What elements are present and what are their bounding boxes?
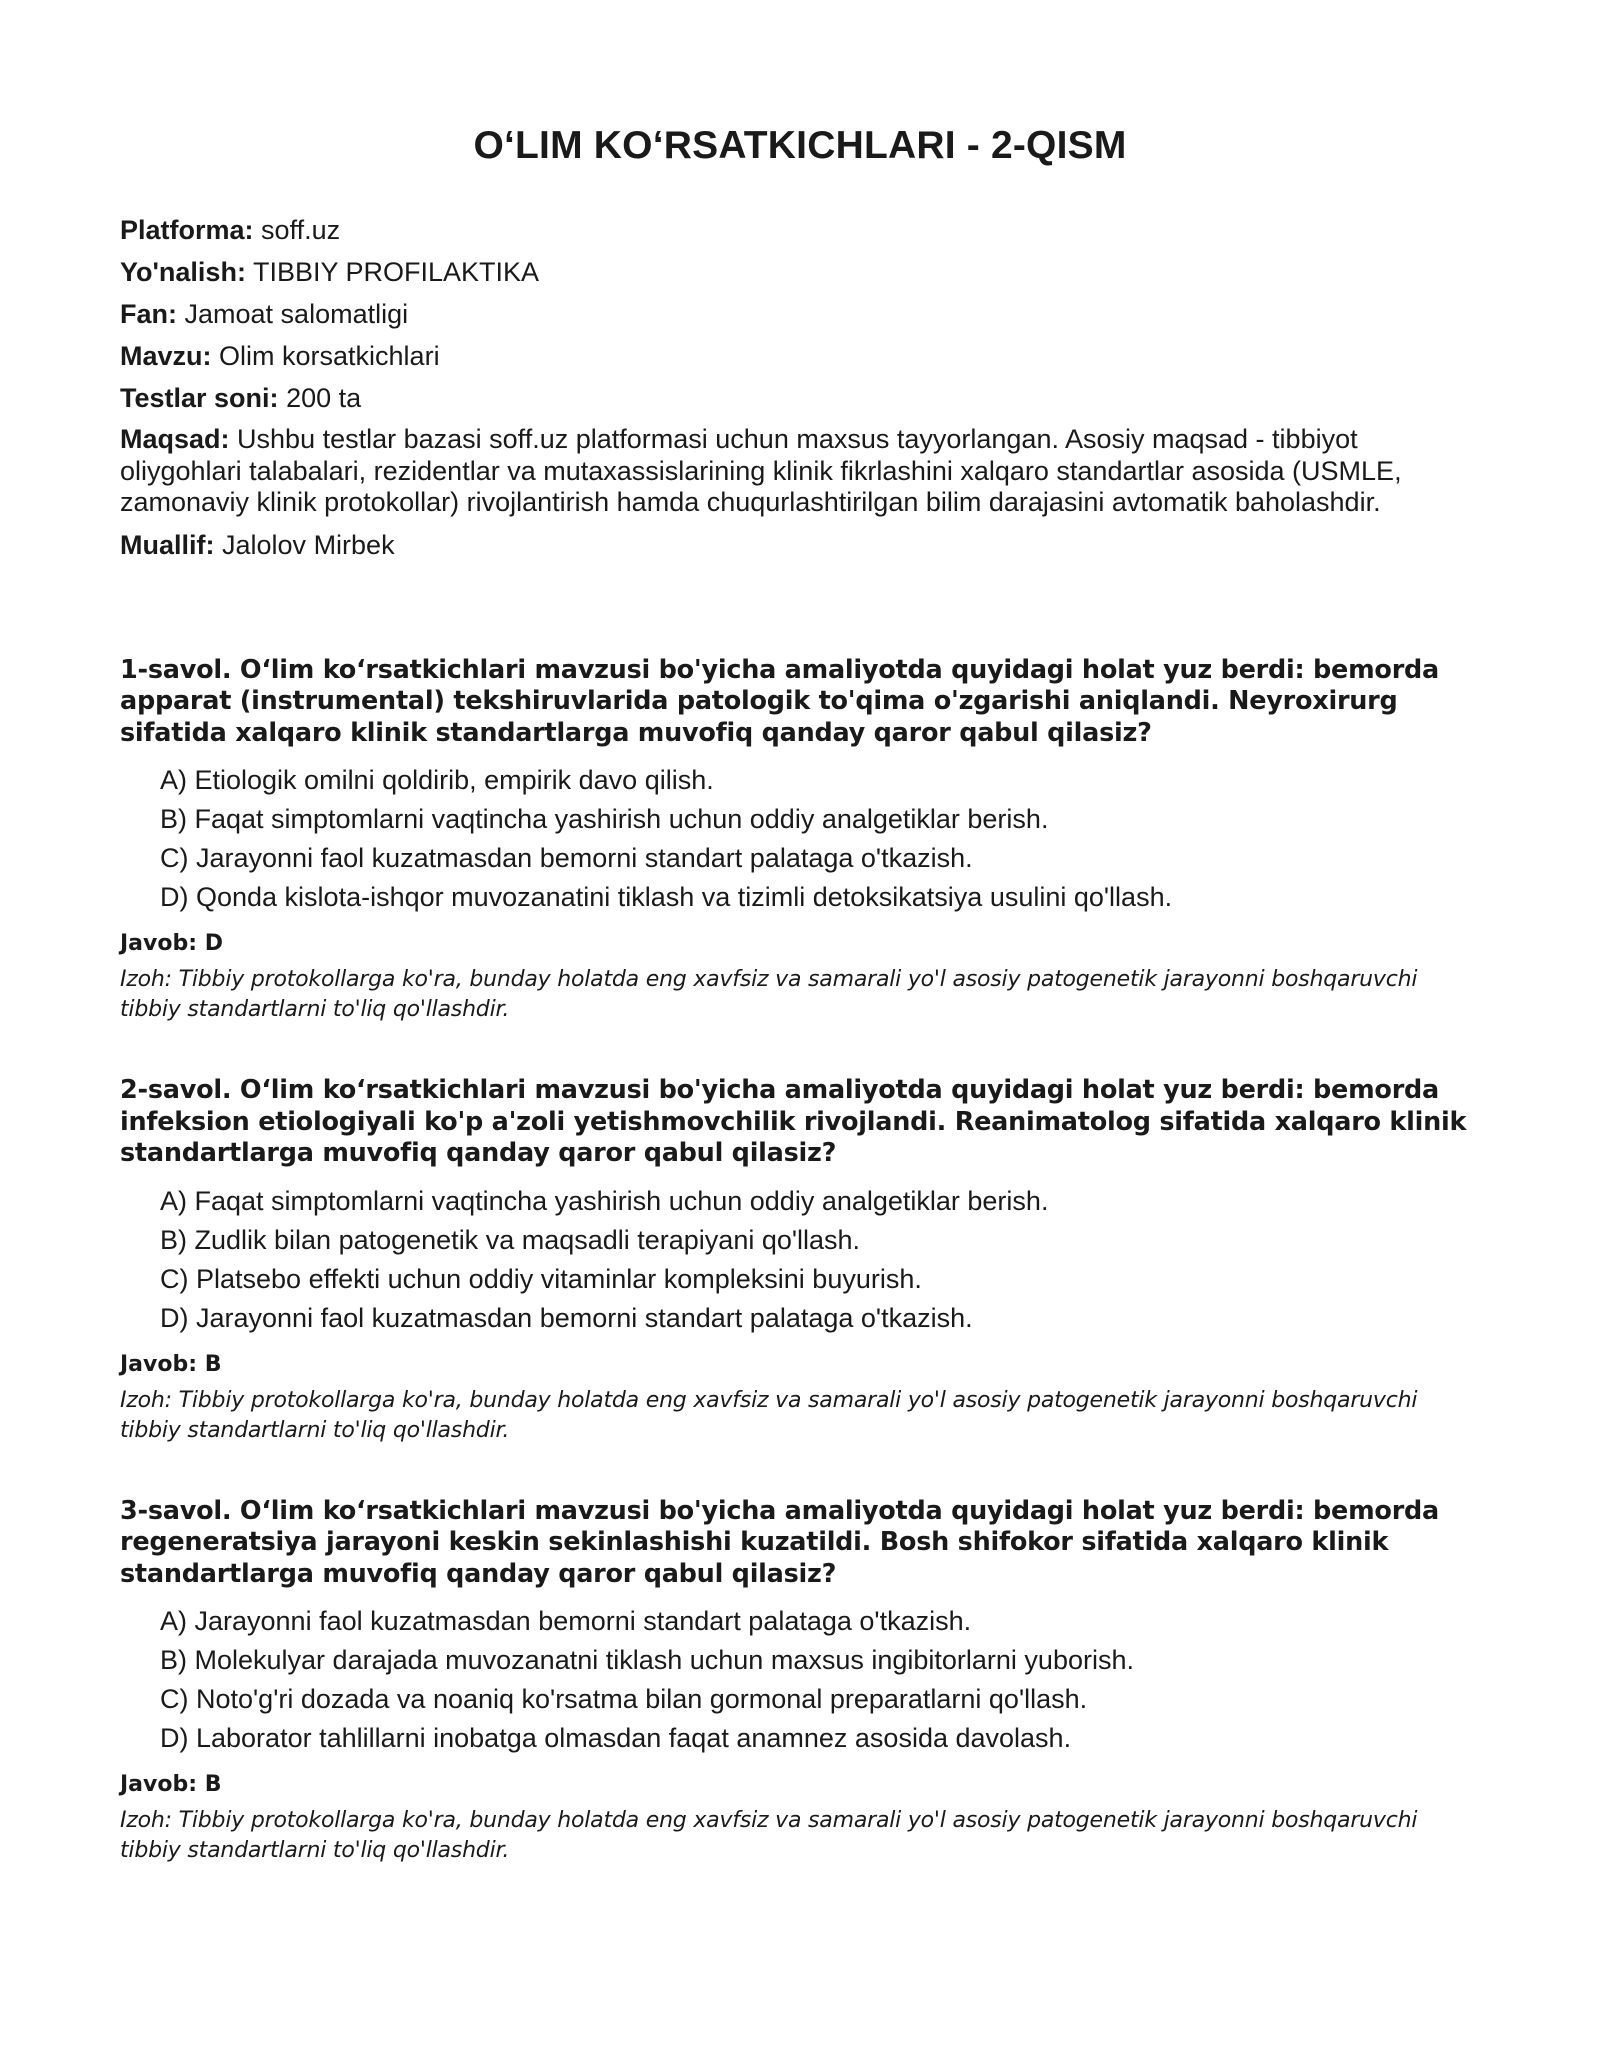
- question-text: 1-savol. O‘lim ko‘rsatkichlari mavzusi bo'yicha amaliyotda quyidagi holat yuz berdi: bemorda apparat (instrumental) tekshiruvlarida patologik to'qima o'zgarishi aniqlandi. Neyroxirurg sifatida xalqaro klinik standartlarga muvofiq qanday qaror qabul qilasiz?: [120, 654, 1439, 748]
- option-a: A) Faqat simptomlarni vaqtincha yashirish uchun oddiy analgetiklar berish.: [160, 1185, 1049, 1216]
- question-text: 3-savol. O‘lim ko‘rsatkichlari mavzusi bo'yicha amaliyotda quyidagi holat yuz berdi: bemorda regeneratsiya jarayoni keskin sekinlashishi kuzatildi. Bosh shifokor sifatida xalqaro klinik standartlarga muvofiq qanday qaror qabul qilasiz?: [120, 1495, 1439, 1589]
- page-title: O‘LIM KO‘RSATKICHLARI - 2-QISM: [473, 124, 1127, 167]
- answer-label: Javob: D: [120, 931, 223, 956]
- option-list: [120, 1182, 1480, 1338]
- meta-value: 200 ta: [286, 383, 362, 413]
- question-2: [120, 1075, 1480, 1446]
- option-c: C) Jarayonni faol kuzatmasdan bemorni standart palataga o'tkazish.: [160, 843, 973, 873]
- option-b: B) Molekulyar darajada muvozanatni tiklash uchun maxsus ingibitorlarni yuborish.: [160, 1645, 1134, 1675]
- meta-label: Mavzu:: [120, 341, 212, 371]
- meta-value: soff.uz: [261, 215, 341, 245]
- meta-label: Fan:: [120, 299, 177, 329]
- meta-test-count: [120, 382, 1480, 414]
- meta-topic: [120, 340, 1480, 372]
- meta-direction: [120, 256, 1480, 288]
- meta-label: Maqsad:: [120, 424, 230, 454]
- option-list: [120, 1602, 1480, 1758]
- option-list: [120, 761, 1480, 917]
- option-d: D) Laborator tahlillarni inobatga olmasdan faqat anamnez asosida davolash.: [160, 1723, 1072, 1753]
- explanation-note: Izoh: Tibbiy protokollarga ko'ra, bunday holatda eng xavfsiz va samarali yo'l asosiy patogenetik jarayonni boshqaruvchi tibbiy standartlarni to'liq qo'llashdir.: [120, 1387, 1418, 1443]
- meta-label: Platforma:: [120, 215, 254, 245]
- option-d: D) Qonda kislota-ishqor muvozanatini tiklash va tizimli detoksikatsiya usulini qo'llash.: [160, 882, 1173, 912]
- explanation-note: Izoh: Tibbiy protokollarga ko'ra, bunday holatda eng xavfsiz va samarali yo'l asosiy patogenetik jarayonni boshqaruvchi tibbiy standartlarni to'liq qo'llashdir.: [120, 967, 1418, 1022]
- option-a: A) Etiologik omilni qoldirib, empirik davo qilish.: [160, 765, 714, 795]
- meta-value: TIBBIY PROFILAKTIKA: [252, 257, 540, 287]
- meta-value: Jamoat salomatligi: [184, 299, 409, 329]
- meta-author: [120, 529, 1480, 561]
- option-b: B) Faqat simptomlarni vaqtincha yashirish uchun oddiy analgetiklar berish.: [160, 804, 1049, 834]
- meta-label: Testlar soni:: [120, 383, 279, 413]
- document-meta: [120, 214, 1480, 561]
- option-c: C) Platsebo effekti uchun oddiy vitaminlar kompleksini buyurish.: [160, 1263, 922, 1294]
- question-text: 2-savol. O‘lim ko‘rsatkichlari mavzusi bo'yicha amaliyotda quyidagi holat yuz berdi: bemorda infeksion etiologiyali ko'p a'zoli yetishmovchilik rivojlandi. Reanimatolog sifatida xalqaro klinik standartlarga muvofiq qanday qaror qabul qilasiz?: [120, 1075, 1467, 1168]
- answer-label: Javob: B: [120, 1772, 222, 1797]
- meta-label: Muallif:: [120, 529, 215, 560]
- meta-value: Olim korsatkichlari: [219, 341, 440, 371]
- option-b: B) Zudlik bilan patogenetik va maqsadli terapiyani qo'llash.: [160, 1224, 861, 1255]
- explanation-note: Izoh: Tibbiy protokollarga ko'ra, bunday holatda eng xavfsiz va samarali yo'l asosiy patogenetik jarayonni boshqaruvchi tibbiy standartlarni to'liq qo'llashdir.: [120, 1808, 1418, 1863]
- meta-purpose: [120, 424, 1480, 519]
- meta-subject: [120, 298, 1480, 330]
- question-1: [120, 655, 1480, 1026]
- question-list: [120, 655, 1480, 1867]
- answer-label: Javob: B: [120, 1351, 222, 1377]
- meta-platform: [120, 214, 1480, 246]
- meta-value: Ushbu testlar bazasi soff.uz platformasi uchun maxsus tayyorlangan. Asosiy maqsad - tibbiyot oliygohlari talabalari, rezidentlar va mutaxassislarining klinik fikrlashini xalqaro standartlar asosida (USMLE, zamonaviy klinik protokollar) rivojlantirish hamda chuqurlashtirilgan bilim darajasini avtomatik baholashdir.: [120, 424, 1402, 517]
- option-c: C) Noto'g'ri dozada va noaniq ko'rsatma bilan gormonal preparatlarni qo'llash.: [160, 1684, 1088, 1714]
- question-3: [120, 1496, 1480, 1867]
- option-a: A) Jarayonni faol kuzatmasdan bemorni standart palataga o'tkazish.: [160, 1606, 972, 1636]
- meta-label: Yo'nalish:: [120, 257, 246, 287]
- meta-value: Jalolov Mirbek: [222, 529, 395, 560]
- document-page: [120, 118, 1480, 1916]
- option-d: D) Jarayonni faol kuzatmasdan bemorni standart palataga o'tkazish.: [160, 1302, 973, 1333]
